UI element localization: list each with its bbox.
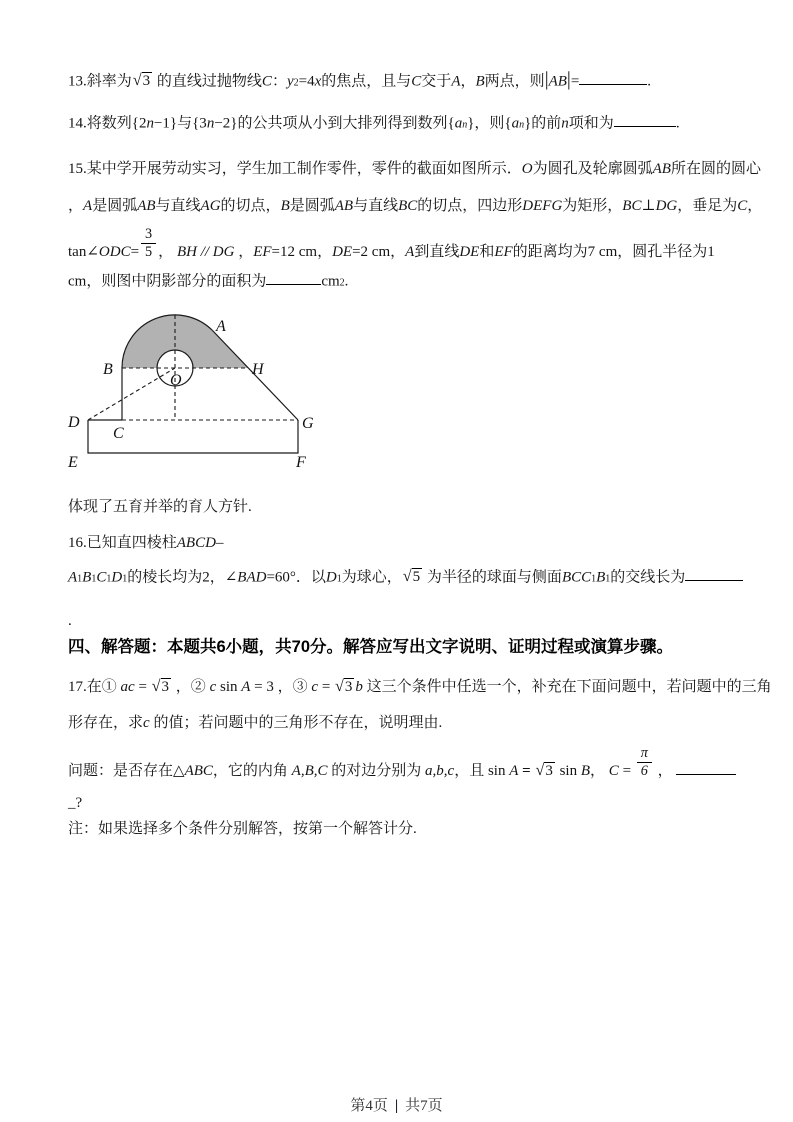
text-run: ，: [747, 198, 763, 214]
text-run: 为半径的球面与侧面: [423, 569, 562, 586]
question-17-line2: [68, 712, 442, 735]
text-run: 到直线: [414, 243, 460, 260]
text-run: a: [454, 115, 463, 132]
text-run: 这三个条件中任选一个，补充在下面问题中，若问题中的三角: [362, 679, 772, 695]
text-run: 交于: [421, 73, 452, 90]
text-run: 1: [106, 573, 112, 585]
footer-separator: |: [394, 1098, 399, 1114]
text-run: 的焦点，且与: [321, 73, 412, 90]
text-run: b: [355, 679, 363, 695]
answer-blank: [685, 566, 743, 581]
figure-label-g: G: [302, 415, 314, 432]
text-run: EF: [253, 243, 272, 260]
text-run: BC: [622, 198, 642, 214]
text-run: 1: [122, 573, 128, 585]
text-run: =4: [298, 73, 315, 90]
text-run: c: [143, 715, 150, 731]
text-run: 体现了五育并举的育人方针.: [68, 499, 252, 515]
text-run: C: [261, 73, 272, 90]
text-run: ，: [234, 243, 254, 260]
text-run: 的值；若问题中的三角形不存在，说明理由.: [149, 715, 443, 731]
text-run: 1: [605, 573, 611, 585]
text-run: tan∠: [68, 243, 99, 260]
radical: √3: [132, 71, 151, 90]
text-run: ODC: [98, 243, 131, 260]
text-run: D: [111, 569, 123, 586]
text-run: 17.在①: [68, 679, 121, 695]
text-run: −2}的公共项从小到大排列得到数列{: [214, 115, 455, 132]
text-run: A: [451, 73, 461, 90]
text-run: A: [509, 762, 519, 779]
text-run: B: [280, 198, 290, 214]
text-run: n: [519, 119, 525, 131]
footer-page-number: 第4页: [350, 1098, 388, 1114]
figure-label-o: O: [170, 372, 182, 389]
figure-label-a: A: [216, 318, 226, 335]
text-run: = 3 ，③: [250, 679, 312, 695]
text-run: B: [580, 762, 591, 779]
text-run: O: [521, 161, 533, 177]
text-run: }的前: [524, 115, 562, 132]
text-run: A: [68, 569, 78, 586]
text-run: |: [566, 69, 571, 91]
text-run: BH: [176, 243, 197, 260]
figure-label-c: C: [113, 425, 124, 442]
text-run: =: [130, 243, 140, 260]
text-run: ，且 sin: [454, 762, 510, 779]
page-footer: [0, 1094, 793, 1115]
text-run: n: [462, 119, 468, 131]
text-run: AB: [652, 161, 671, 177]
text-run: [531, 763, 535, 779]
answer-blank: [266, 270, 321, 285]
figure-label-h: H: [252, 361, 264, 378]
answer-blank: [579, 70, 647, 85]
text-run: 13.斜率为: [68, 73, 132, 90]
text-run: 形存在，求: [68, 715, 144, 731]
radical: √3: [535, 760, 553, 779]
question-16-line1: [68, 532, 223, 555]
text-run: 项和为: [568, 115, 614, 132]
text-run: ，: [653, 762, 677, 779]
text-run: 注：如果选择多个条件分别解答，按第一个解答计分.: [68, 821, 417, 837]
text-run: ⊥: [641, 198, 656, 214]
text-run: 与直线: [353, 198, 399, 214]
text-run: D: [325, 569, 337, 586]
text-run: ，: [68, 198, 84, 214]
radical: √3: [335, 677, 353, 695]
text-run: }，则{: [467, 115, 512, 132]
text-run: ABC: [184, 762, 213, 779]
text-run: ac: [120, 679, 135, 695]
figure-label-e: E: [68, 454, 78, 471]
section-4-heading: [68, 636, 673, 659]
text-run: DE: [332, 243, 353, 260]
text-run: B: [475, 73, 485, 90]
text-run: ，: [590, 762, 609, 779]
text-run: ，: [460, 73, 476, 90]
question-13: [68, 70, 651, 94]
text-run: BAD: [237, 569, 267, 586]
text-run: 1: [591, 573, 597, 585]
text-run: 问题：是否存在: [68, 762, 174, 779]
question-17-line4: [68, 792, 82, 815]
text-run: ABCD: [176, 535, 216, 551]
question-15-line2: [68, 195, 762, 218]
text-run: 与直线: [155, 198, 201, 214]
text-run: △: [173, 762, 185, 779]
text-run: _?: [68, 795, 83, 811]
text-run: n: [146, 115, 154, 132]
text-run: C: [737, 198, 748, 214]
text-run: .: [68, 613, 72, 629]
text-run: A: [83, 198, 93, 214]
text-run: 16.已知直四棱柱: [68, 535, 177, 551]
fraction: $\frac{3}{5}$: [141, 227, 156, 260]
text-run: ，: [158, 243, 177, 260]
question-14: [68, 112, 680, 136]
text-run: 1: [77, 573, 83, 585]
question-15-line3: [68, 227, 715, 264]
text-run: =: [318, 679, 335, 695]
text-run: cm: [321, 273, 340, 290]
text-run: a,b,c: [425, 762, 455, 779]
text-run: DG: [212, 243, 235, 260]
text-run: 的距离均为7 cm，圆孔半径为1: [512, 243, 715, 260]
text-run: 2: [339, 277, 345, 289]
text-run: AB: [548, 73, 567, 90]
text-run: 的切点，四边形: [417, 198, 523, 214]
text-run: =12 cm，: [271, 243, 333, 260]
text-run: DE: [459, 243, 480, 260]
text-run: 的直线过抛物线: [153, 73, 262, 90]
text-run: A: [241, 679, 251, 695]
text-run: EF: [494, 243, 513, 260]
radical: √3: [151, 677, 170, 695]
question-15-line4: [68, 270, 348, 294]
dashed-line-DO: [88, 368, 175, 420]
question-16-line3: [68, 610, 72, 633]
text-run: A,B,C: [291, 762, 328, 779]
text-run: =60°．以: [266, 569, 326, 586]
text-run: =: [522, 762, 531, 779]
text-run: y: [286, 73, 294, 90]
text-run: 的棱长均为2，∠: [127, 569, 238, 586]
text-run: A: [405, 243, 415, 260]
part-cross-section-figure: [52, 296, 324, 478]
text-run: n: [206, 115, 215, 132]
question-15-tail: [68, 496, 252, 519]
text-run: =2 cm，: [352, 243, 406, 260]
text-run: C: [96, 569, 107, 586]
text-run: 2: [293, 77, 299, 89]
text-run: 为矩形，: [562, 198, 623, 214]
text-run: BCC: [561, 569, 592, 586]
text-run: 和: [479, 243, 495, 260]
text-run: −1}与{3: [153, 115, 207, 132]
text-run: cm，则图中阴影部分的面积为: [68, 273, 267, 290]
text-run: AB: [137, 198, 156, 214]
text-run: 为球心，: [341, 569, 402, 586]
text-run: 是圆弧: [289, 198, 335, 214]
text-run: ：: [271, 73, 287, 90]
text-run: 两点，则: [484, 73, 545, 90]
text-run: =: [618, 762, 635, 779]
text-run: DG: [655, 198, 678, 214]
text-run: ，垂足为: [677, 198, 738, 214]
question-17-line1: [68, 676, 772, 699]
text-run: |: [544, 69, 549, 91]
question-17-note: [68, 818, 417, 841]
text-run: n: [561, 115, 569, 132]
text-run: 的交线长为: [610, 569, 686, 586]
text-run: a: [511, 115, 520, 132]
answer-blank: [676, 760, 736, 775]
text-run: 所在圆的圆心: [670, 161, 761, 177]
text-run: B: [596, 569, 606, 586]
question-15-line1: [68, 158, 761, 181]
text-run: 的切点，: [220, 198, 281, 214]
text-run: BC: [398, 198, 418, 214]
text-run: ，②: [172, 679, 210, 695]
text-run: 14.将数列{2: [68, 115, 147, 132]
answer-blank: [614, 112, 676, 127]
text-run: x: [314, 73, 322, 90]
text-run: 为圆孔及轮廓圆弧: [532, 161, 653, 177]
text-run: //: [196, 243, 213, 260]
text-run: .: [344, 273, 349, 290]
text-run: sin: [555, 762, 581, 779]
fraction: $\frac{\pi}{6}$: [637, 746, 652, 779]
text-run: c: [311, 679, 319, 695]
text-run: sin: [216, 679, 242, 695]
text-run: =: [570, 73, 580, 90]
text-run: ，它的内角: [212, 762, 292, 779]
text-run: 四、解答题：本题共6小题，共70分。解答应写出文字说明、证明过程或演算步骤。: [68, 638, 674, 656]
text-run: 1: [91, 573, 97, 585]
text-run: 1: [336, 573, 342, 585]
text-run: c: [209, 679, 217, 695]
figure-label-b: B: [103, 361, 113, 378]
text-run: B: [82, 569, 92, 586]
figure-label-f: F: [296, 454, 306, 471]
text-run: –: [215, 535, 224, 551]
text-run: .: [675, 115, 680, 132]
figure-label-d: D: [68, 414, 80, 431]
text-run: =: [134, 679, 151, 695]
radical: √5: [402, 567, 421, 586]
question-16-line2: [68, 566, 743, 590]
footer-total-pages: 共7页: [405, 1098, 443, 1114]
question-17-line3: [68, 746, 736, 783]
text-run: DEFG: [522, 198, 563, 214]
text-run: 是圆弧: [92, 198, 138, 214]
text-run: C: [608, 762, 619, 779]
text-run: 15.某中学开展劳动实习，学生加工制作零件，零件的截面如图所示．: [68, 161, 522, 177]
text-run: C: [411, 73, 422, 90]
text-run: AG: [200, 198, 221, 214]
text-run: .: [647, 73, 652, 90]
text-run: AB: [334, 198, 354, 214]
text-run: 的对边分别为: [327, 762, 426, 779]
